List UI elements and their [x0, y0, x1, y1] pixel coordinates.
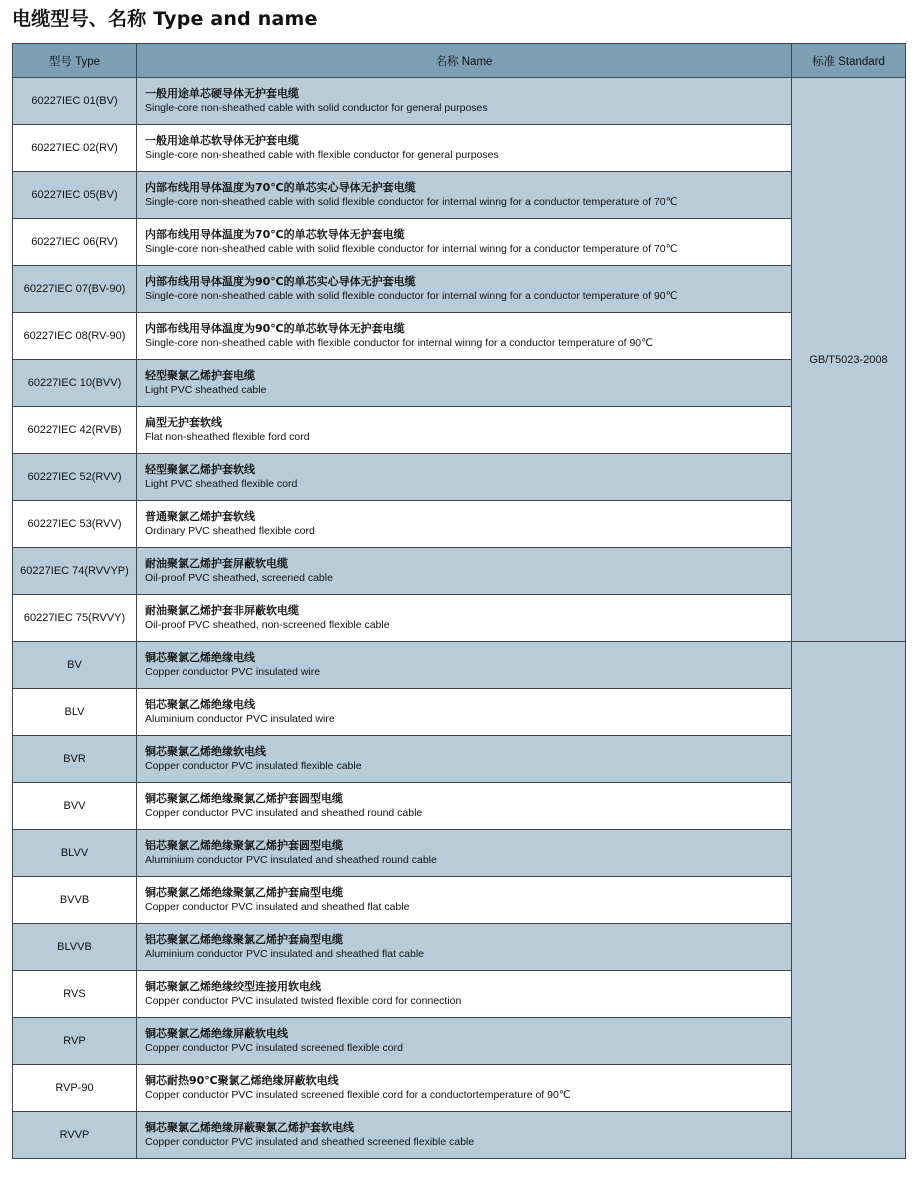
name-chinese: 铝芯聚氯乙烯绝缘电线 — [145, 698, 255, 711]
table-row — [13, 595, 906, 642]
table-row — [13, 454, 906, 501]
cell-name — [137, 501, 792, 548]
table-row — [13, 877, 906, 924]
cell-name — [137, 548, 792, 595]
cell-type: RVS — [13, 971, 137, 1018]
column-header-name: 名称 Name — [137, 44, 792, 78]
name-chinese: 铜芯耐热90℃聚氯乙烯绝缘屏蔽软电线 — [145, 1074, 339, 1087]
table-row — [13, 783, 906, 830]
cell-name — [137, 736, 792, 783]
table-row — [13, 501, 906, 548]
name-english: Ordinary PVC sheathed flexible cord — [145, 525, 315, 537]
name-english: Single-core non-sheathed cable with solid flexible conductor for internal winng for a conductor temperature of 70℃ — [145, 243, 678, 255]
name-english: Copper conductor PVC insulated flexible cable — [145, 760, 362, 772]
column-header-type: 型号 Type — [13, 44, 137, 78]
cell-name — [137, 1018, 792, 1065]
name-english: Single-core non-sheathed cable with solid conductor for general purposes — [145, 102, 488, 114]
name-chinese: 铝芯聚氯乙烯绝缘聚氯乙烯护套扁型电缆 — [145, 933, 343, 946]
name-english: Copper conductor PVC insulated twisted flexible cord for connection — [145, 995, 462, 1007]
cell-name — [137, 1065, 792, 1112]
table-header-row — [13, 44, 906, 78]
name-chinese: 内部布线用导体温度为90℃的单芯实心导体无护套电缆 — [145, 275, 416, 288]
name-english: Light PVC sheathed flexible cord — [145, 478, 298, 490]
name-chinese: 内部布线用导体温度为90℃的单芯软导体无护套电缆 — [145, 322, 405, 335]
cell-type: BLVV — [13, 830, 137, 877]
name-chinese: 铜芯聚氯乙烯绝缘屏蔽软电线 — [145, 1027, 288, 1040]
table-row — [13, 736, 906, 783]
cell-type: BLV — [13, 689, 137, 736]
cell-name — [137, 313, 792, 360]
cell-type: 60227IEC 52(RVV) — [13, 454, 137, 501]
table-row — [13, 971, 906, 1018]
cell-type: 60227IEC 08(RV-90) — [13, 313, 137, 360]
table-row — [13, 830, 906, 877]
cell-name — [137, 266, 792, 313]
cell-type: 60227IEC 07(BV-90) — [13, 266, 137, 313]
name-english: Copper conductor PVC insulated and sheathed round cable — [145, 807, 423, 819]
cell-name — [137, 877, 792, 924]
table-row — [13, 125, 906, 172]
name-chinese: 耐油聚氯乙烯护套非屏蔽软电缆 — [145, 604, 299, 617]
table-row — [13, 1018, 906, 1065]
cell-name — [137, 971, 792, 1018]
table-row — [13, 407, 906, 454]
cell-name — [137, 454, 792, 501]
cell-name — [137, 830, 792, 877]
table-row — [13, 313, 906, 360]
name-english: Single-core non-sheathed cable with solid flexible conductor for internal winng for a conductor temperature of 90℃ — [145, 290, 678, 302]
name-chinese: 铜芯聚氯乙烯绝缘屏蔽聚氯乙烯护套软电线 — [145, 1121, 354, 1134]
name-chinese: 铜芯聚氯乙烯绝缘电线 — [145, 651, 255, 664]
name-english: Flat non-sheathed flexible ford cord — [145, 431, 310, 443]
name-english: Copper conductor PVC insulated and sheathed flat cable — [145, 901, 410, 913]
cell-type: 60227IEC 42(RVB) — [13, 407, 137, 454]
cell-type: BVV — [13, 783, 137, 830]
cell-type: BLVVB — [13, 924, 137, 971]
cell-name — [137, 595, 792, 642]
cell-type: BV — [13, 642, 137, 689]
name-english: Single-core non-sheathed cable with solid flexible conductor for internal winng for a conductor temperature of 70℃ — [145, 196, 678, 208]
name-english: Oil-proof PVC sheathed, screened cable — [145, 572, 333, 584]
cell-name — [137, 360, 792, 407]
table-row — [13, 78, 906, 125]
cell-type: 60227IEC 75(RVVY) — [13, 595, 137, 642]
cell-type: RVP — [13, 1018, 137, 1065]
name-chinese: 铜芯聚氯乙烯绝缘软电线 — [145, 745, 266, 758]
name-chinese: 轻型聚氯乙烯护套电缆 — [145, 369, 255, 382]
cell-type: 60227IEC 02(RV) — [13, 125, 137, 172]
table-row — [13, 360, 906, 407]
name-english: Oil-proof PVC sheathed, non-screened flexible cable — [145, 619, 390, 631]
page-title: 电缆型号、名称 Type and name — [12, 8, 318, 30]
cell-standard — [792, 642, 906, 1159]
name-chinese: 内部布线用导体温度为70℃的单芯软导体无护套电缆 — [145, 228, 405, 241]
name-english: Copper conductor PVC insulated screened flexible cord — [145, 1042, 403, 1054]
cell-type: 60227IEC 10(BVV) — [13, 360, 137, 407]
cell-name — [137, 78, 792, 125]
cell-type: 60227IEC 06(RV) — [13, 219, 137, 266]
table-body — [13, 78, 906, 1159]
name-english: Light PVC sheathed cable — [145, 384, 267, 396]
name-chinese: 铜芯聚氯乙烯绝缘绞型连接用软电线 — [145, 980, 321, 993]
name-english: Copper conductor PVC insulated screened flexible cord for a conductortemperature of 90℃ — [145, 1089, 571, 1101]
table-row — [13, 219, 906, 266]
type-name-table — [12, 43, 906, 1159]
cell-standard: GB/T5023-2008 — [792, 78, 906, 642]
name-chinese: 铜芯聚氯乙烯绝缘聚氯乙烯护套圆型电缆 — [145, 792, 343, 805]
cell-type: 60227IEC 05(BV) — [13, 172, 137, 219]
column-header-standard: 标准 Standard — [792, 44, 906, 78]
name-chinese: 铝芯聚氯乙烯绝缘聚氯乙烯护套圆型电缆 — [145, 839, 343, 852]
table-row — [13, 1112, 906, 1159]
name-chinese: 一般用途单芯软导体无护套电缆 — [145, 134, 299, 147]
name-chinese: 一般用途单芯硬导体无护套电缆 — [145, 87, 299, 100]
cell-name — [137, 689, 792, 736]
name-chinese: 耐油聚氯乙烯护套屏蔽软电缆 — [145, 557, 288, 570]
cell-type: 60227IEC 53(RVV) — [13, 501, 137, 548]
name-english: Single-core non-sheathed cable with flexible conductor for general purposes — [145, 149, 499, 161]
cell-name — [137, 407, 792, 454]
cell-name — [137, 125, 792, 172]
table-row — [13, 266, 906, 313]
cell-type: 60227IEC 74(RVVYP) — [13, 548, 137, 595]
table-row — [13, 689, 906, 736]
name-chinese: 扁型无护套软线 — [145, 416, 222, 429]
name-chinese: 普通聚氯乙烯护套软线 — [145, 510, 255, 523]
table-row — [13, 1065, 906, 1112]
cell-name — [137, 219, 792, 266]
name-english: Aluminium conductor PVC insulated and sheathed flat cable — [145, 948, 424, 960]
table-row — [13, 642, 906, 689]
cell-name — [137, 172, 792, 219]
cell-name — [137, 924, 792, 971]
cell-type: BVVB — [13, 877, 137, 924]
cell-type: 60227IEC 01(BV) — [13, 78, 137, 125]
cell-name — [137, 783, 792, 830]
table-row — [13, 172, 906, 219]
name-english: Single-core non-sheathed cable with flexible conductor for internal winng for a conductor temperature of 90℃ — [145, 337, 653, 349]
table-row — [13, 924, 906, 971]
cell-name — [137, 642, 792, 689]
name-chinese: 内部布线用导体温度为70℃的单芯实心导体无护套电缆 — [145, 181, 416, 194]
name-chinese: 铜芯聚氯乙烯绝缘聚氯乙烯护套扁型电缆 — [145, 886, 343, 899]
name-english: Aluminium conductor PVC insulated and sheathed round cable — [145, 854, 437, 866]
cell-type: RVVP — [13, 1112, 137, 1159]
name-english: Aluminium conductor PVC insulated wire — [145, 713, 335, 725]
cell-type: RVP-90 — [13, 1065, 137, 1112]
cell-type: BVR — [13, 736, 137, 783]
name-english: Copper conductor PVC insulated and sheathed screened flexible cable — [145, 1136, 475, 1148]
table-row — [13, 548, 906, 595]
cell-name — [137, 1112, 792, 1159]
name-english: Copper conductor PVC insulated wire — [145, 666, 321, 678]
name-chinese: 轻型聚氯乙烯护套软线 — [145, 463, 255, 476]
